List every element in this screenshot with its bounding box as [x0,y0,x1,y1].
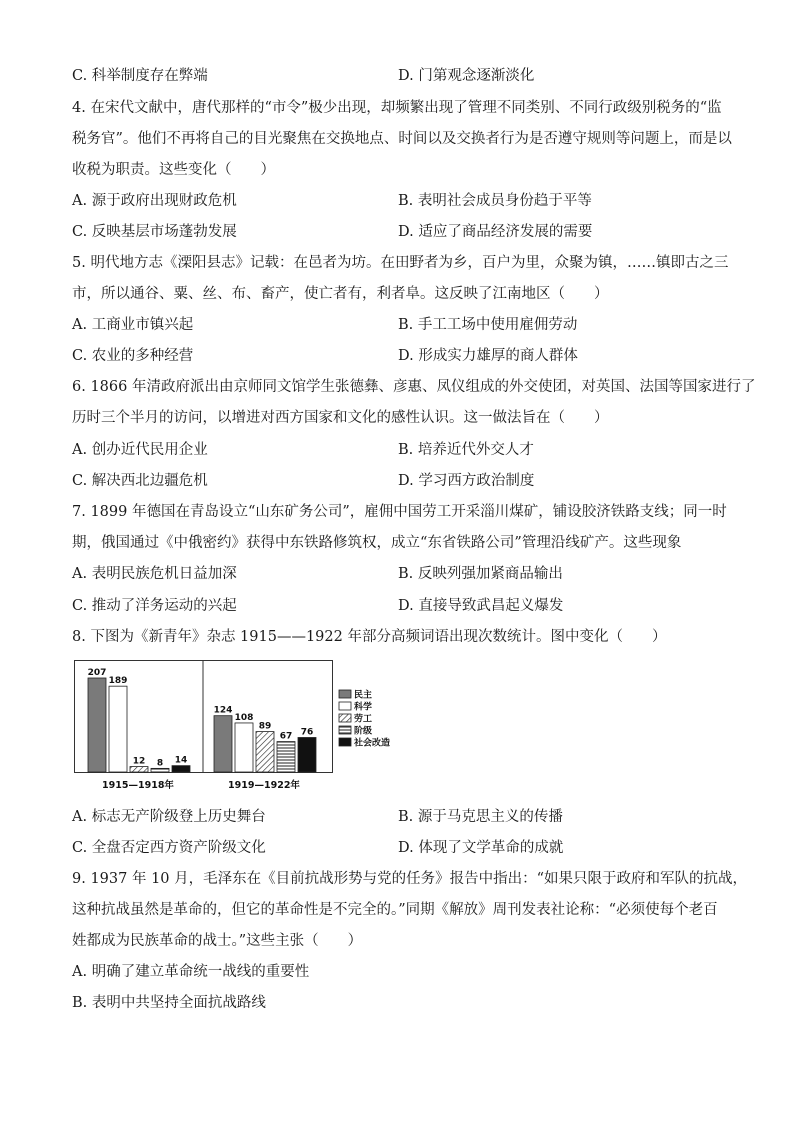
question-9-line-2: 这种抗战虽然是革命的，但它的革命性是不完全的。”同期《解放》周刊发表社论称：“必须使每个老百 [72,902,718,918]
bar-label-科学-1: 108 [234,712,254,723]
question-4-line-3: 收税为职责。这些变化（ ） [72,162,275,178]
legend-swatch-劳工 [339,714,351,722]
question-4-line-1: 4. 在宋代文献中，唐代那样的“市令”极少出现，却频繁出现了管理不同类别、不同行政级别税务的“监 [72,100,722,116]
legend-swatch-社会改造 [339,738,351,746]
bar-科学-1 [235,723,253,772]
legend-label-科学: 科学 [354,702,373,713]
legend-label-社会改造: 社会改造 [354,738,391,749]
question-9-line-3: 姓都成为民族革命的战士。”这些主张（ ） [72,933,363,949]
q8-option-d: D. 体现了文学革命的成就 [398,840,564,856]
legend-swatch-科学 [339,702,351,710]
question-8-line-1: 8. 下图为《新青年》杂志 1915——1922 年部分高频词语出现次数统计。图中变化（ ） [72,629,667,645]
q5-option-c: C. 农业的多种经营 [72,348,194,364]
option-d: D. 门第观念逐渐淡化 [398,68,535,84]
q7-option-a: A. 表明民族危机日益加深 [72,566,237,582]
question-5-line-2: 市，所以通谷、粟、丝、布、畜产，使亡者有，利者阜。这反映了江南地区（ ） [72,286,609,302]
legend-label-劳工: 劳工 [354,714,373,725]
bar-label-阶级-0: 8 [156,758,164,769]
q8-option-b: B. 源于马克思主义的传播 [398,809,563,825]
bar-label-阶级-1: 67 [279,731,293,742]
legend-swatch-民主 [339,690,351,698]
q9-option-b: B. 表明中共坚持全面抗战路线 [72,995,266,1011]
bar-科学-0 [109,686,127,772]
option-c: C. 科举制度存在弊端 [72,68,208,84]
q6-option-b: B. 培养近代外交人才 [398,442,534,458]
q4-option-d: D. 适应了商品经济发展的需要 [398,224,593,240]
bar-label-社会改造-0: 14 [174,755,188,766]
bar-社会改造-0 [172,766,190,772]
q5-option-b: B. 手工工场中使用雇佣劳动 [398,317,578,333]
q6-option-c: C. 解决西北边疆危机 [72,473,208,489]
bar-label-科学-0: 189 [108,676,128,687]
q6-option-a: A. 创办近代民用企业 [72,442,208,458]
category-label-0: 1915—1918年 [102,780,174,791]
legend-swatch-阶级 [339,726,351,734]
q7-option-d: D. 直接导致武昌起义爆发 [398,598,564,614]
bar-label-民主-1: 124 [213,705,233,716]
q5-option-a: A. 工商业市镇兴起 [72,317,194,333]
question-4-line-2: 税务官”。他们不再将自己的目光聚焦在交换地点、时间以及交换者行为是否遵守规则等问题上，而是以 [72,131,732,147]
question-7-line-2: 期，俄国通过《中俄密约》获得中东铁路修筑权，成立“东省铁路公司”管理沿线矿产。这些现象 [72,535,682,551]
legend-label-阶级: 阶级 [354,726,373,737]
question-7-line-1: 7. 1899 年德国在青岛设立“山东矿务公司”，雇佣中国劳工开采淄川煤矿，铺设胶济铁路支线；同一时 [72,504,727,520]
q6-option-d: D. 学习西方政治制度 [398,473,535,489]
category-label-1: 1919—1922年 [228,780,300,791]
word-frequency-chart [74,660,404,800]
question-9-line-1: 9. 1937 年 10 月，毛泽东在《目前抗战形势与党的任务》报告中指出：“如果只限于政府和军队的抗战， [72,871,748,887]
q4-option-b: B. 表明社会成员身份趋于平等 [398,193,592,209]
legend-label-民主: 民主 [354,690,373,701]
question-6-line-2: 历时三个半月的访问，以增进对西方国家和文化的感性认识。这一做法旨在（ ） [72,410,609,426]
q8-option-a: A. 标志无产阶级登上历史舞台 [72,809,266,825]
q5-option-d: D. 形成实力雄厚的商人群体 [398,348,578,364]
bar-label-劳工-1: 89 [258,721,272,732]
bar-社会改造-1 [298,737,316,772]
q7-option-c: C. 推动了洋务运动的兴起 [72,598,237,614]
q9-option-a: A. 明确了建立革命统一战线的重要性 [72,964,310,980]
bar-劳工-1 [256,732,274,772]
bar-劳工-0 [130,767,148,772]
q8-option-c: C. 全盘否定西方资产阶级文化 [72,840,266,856]
bar-民主-0 [88,678,106,772]
bar-label-劳工-0: 12 [132,756,146,767]
bar-阶级-1 [277,742,295,772]
question-5-line-1: 5. 明代地方志《溧阳县志》记载：在邑者为坊。在田野者为乡，百户为里，众聚为镇，……镇即古之三 [72,255,729,271]
bar-label-民主-0: 207 [87,668,107,678]
q4-option-c: C. 反映基层市场蓬勃发展 [72,224,237,240]
question-6-line-1: 6. 1866 年清政府派出由京师同文馆学生张德彝、彦惠、凤仪组成的外交使团，对英国、法国等国家进行了 [72,379,756,395]
q7-option-b: B. 反映列强加紧商品输出 [398,566,563,582]
bar-label-社会改造-1: 76 [300,727,314,738]
bar-阶级-0 [151,768,169,772]
q4-option-a: A. 源于政府出现财政危机 [72,193,237,209]
bar-民主-1 [214,716,232,772]
